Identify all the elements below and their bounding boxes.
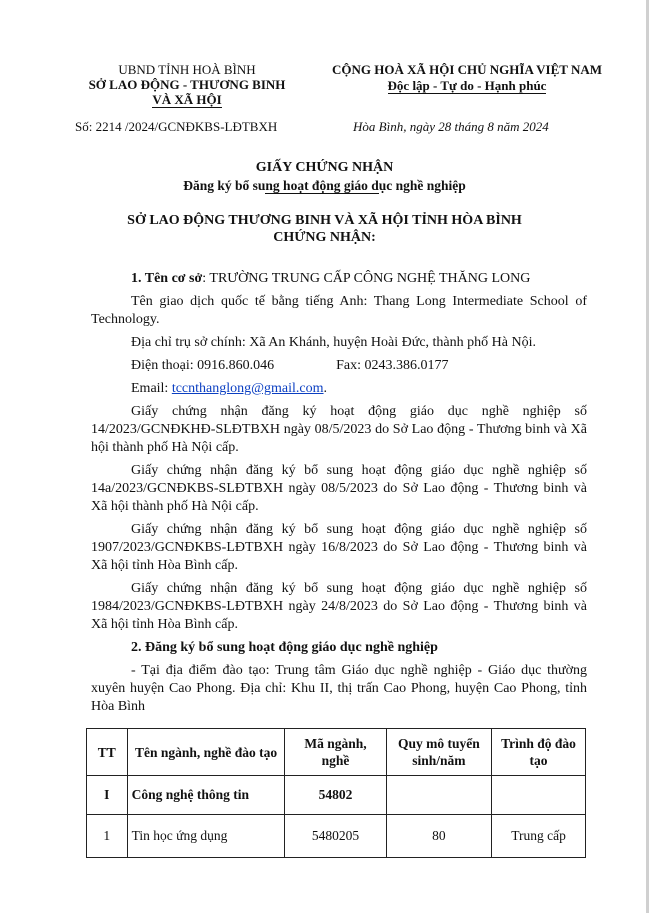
cell-tt: I bbox=[87, 776, 128, 815]
cell-level: Trung cấp bbox=[492, 815, 586, 858]
document-date: Hòa Bình, ngày 28 tháng 8 năm 2024 bbox=[353, 119, 549, 134]
col-header-level: Trình độ đào tạo bbox=[492, 729, 586, 776]
authority-line-1: UBND TỈNH HOÀ BÌNH bbox=[118, 62, 256, 77]
authority-line-2: SỞ LAO ĐỘNG - THƯƠNG BINH bbox=[88, 77, 286, 92]
col-header-name: Tên ngành, nghề đào tạo bbox=[127, 729, 285, 776]
cell-code: 54802 bbox=[285, 776, 386, 815]
cell-tt: 1 bbox=[87, 815, 128, 858]
subtitle-part-1: Đăng ký bổ su bbox=[183, 178, 266, 193]
certificate-1: Giấy chứng nhận đăng ký hoạt động giáo dục nghề nghiệp số 14/2023/GCNĐKHĐ-SLĐTBXH ngày 08/5/2023 do Sở Lao động - Thương binh và Xã hội thành phố Hà Nội cấp. bbox=[91, 404, 587, 455]
cell-code: 5480205 bbox=[285, 815, 386, 858]
col-header-tt: TT bbox=[87, 729, 128, 776]
cell-name: Tin học ứng dụng bbox=[127, 815, 285, 858]
issuer-name: SỞ LAO ĐỘNG THƯƠNG BINH VÀ XÃ HỘI TỈNH HÒA BÌNH bbox=[127, 213, 522, 228]
issuer-heading bbox=[0, 212, 649, 246]
cell-name: Công nghệ thông tin bbox=[127, 776, 285, 815]
section-1-heading: 1. Tên cơ sở bbox=[131, 271, 203, 286]
certificate-3: Giấy chứng nhận đăng ký bổ sung hoạt động giáo dục nghề nghiệp số 1907/2023/GCNĐKBS-LĐTBXH ngày 16/8/2023 do Sở Lao động - Thương binh và Xã hội tỉnh Hòa Bình cấp. bbox=[91, 522, 587, 573]
document-number: Số: 2214 /2024/GCNĐKBS-LĐTBXH bbox=[75, 119, 278, 134]
section-2-heading: 2. Đăng ký bổ sung hoạt động giáo dục nghề nghiệp bbox=[131, 640, 438, 655]
col-header-code: Mã ngành, nghề bbox=[285, 729, 386, 776]
col-header-quota: Quy mô tuyển sinh/năm bbox=[386, 729, 491, 776]
table-row bbox=[87, 776, 586, 815]
subtitle-part-underlined: ng hoạt động giáo d bbox=[265, 178, 379, 193]
email-line bbox=[91, 380, 587, 398]
document-title: GIẤY CHỨNG NHẬN bbox=[255, 160, 394, 175]
certifies-label: CHỨNG NHẬN: bbox=[273, 230, 376, 245]
email-link[interactable]: tccnthanglong@gmail.com bbox=[171, 381, 324, 396]
motto-line: Độc lập - Tự do - Hạnh phúc bbox=[387, 78, 547, 93]
national-motto bbox=[322, 62, 612, 94]
document-subtitle bbox=[0, 178, 649, 194]
subtitle-part-3: ục nghề nghiệp bbox=[378, 178, 466, 193]
institution-name-para bbox=[91, 270, 587, 288]
cell-level bbox=[492, 776, 586, 815]
institution-name: : TRƯỜNG TRUNG CẤP CÔNG NGHỆ THĂNG LONG bbox=[202, 271, 531, 286]
email-end: . bbox=[323, 381, 328, 396]
authority-line-3: VÀ XÃ HỘI bbox=[152, 92, 222, 107]
issuing-authority bbox=[72, 62, 302, 108]
certificate-2: Giấy chứng nhận đăng ký bổ sung hoạt động giáo dục nghề nghiệp số 14a/2023/GCNĐKBS-SLĐTBXH ngày 08/5/2023 do Sở Lao động - Thương binh và Xã hội thành phố Hà Nội cấp. bbox=[91, 463, 587, 514]
address: Địa chỉ trụ sở chính: Xã An Khánh, huyện Hoài Đức, thành phố Hà Nội. bbox=[131, 335, 536, 350]
training-location: - Tại địa điểm đào tạo: Trung tâm Giáo dục nghề nghiệp - Giáo dục thường xuyên huyện Cao Phong. Địa chỉ: Khu II, thị trấn Cao Phong, huyện Cao Phong, tỉnh Hòa Bình bbox=[91, 663, 587, 714]
cell-quota bbox=[386, 776, 491, 815]
table-row bbox=[87, 815, 586, 858]
document-body bbox=[91, 270, 587, 716]
table-header-row bbox=[87, 729, 586, 776]
intl-name: Tên giao dịch quốc tế bằng tiếng Anh: Thang Long Intermediate School of Technology. bbox=[91, 294, 587, 327]
fax: Fax: 0243.386.0177 bbox=[336, 358, 449, 373]
cell-quota: 80 bbox=[386, 815, 491, 858]
contact-phone-fax bbox=[91, 357, 587, 375]
country-name: CỘNG HOÀ XÃ HỘI CHỦ NGHĨA VIỆT NAM bbox=[331, 62, 603, 77]
certificate-4: Giấy chứng nhận đăng ký bổ sung hoạt động giáo dục nghề nghiệp số 1984/2023/GCNĐKBS-LĐTBXH ngày 24/8/2023 do Sở Lao động - Thương binh và Xã hội tỉnh Hòa Bình cấp. bbox=[91, 581, 587, 632]
training-table bbox=[86, 728, 586, 858]
phone: Điện thoại: 0916.860.046 bbox=[131, 358, 275, 373]
email-label: Email: bbox=[131, 381, 172, 396]
